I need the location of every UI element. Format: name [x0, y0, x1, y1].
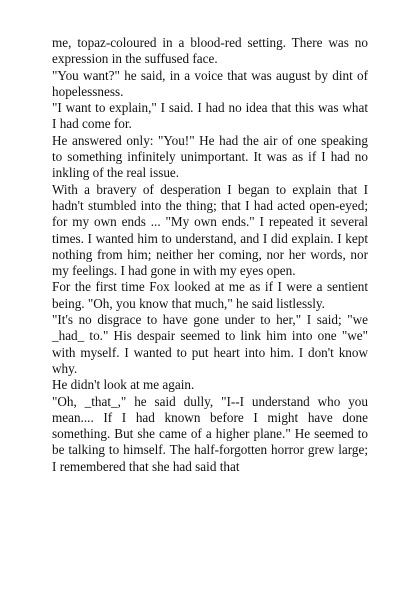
page-text — [52, 35, 368, 475]
paragraph: "I want to explain," I said. I had no idea that this was what I had come for. — [52, 100, 368, 132]
paragraph: He answered only: "You!" He had the air of one speaking to something infinitely unimportant. It was as if I had no inkling of the real issue. — [52, 132, 368, 181]
paragraph: He didn't look at me again. — [52, 377, 195, 393]
paragraph: With a bravery of desperation I began to explain that I hadn't stumbled into the thing; that I had acted open-eyed; for my own ends ... "My own ends." I repeated it several times. I wanted him to understand, and I did explain. I kept nothing from him; neither her coming, nor her words, nor my feelings. I had gone in with my eyes open. — [52, 181, 368, 279]
paragraph: "It's no disgrace to have gone under to her," I said; "we _had_ to." His despair seemed to link him into one "we" with myself. I wanted to put heart into him. I don't know why. — [52, 312, 368, 376]
paragraph: For the first time Fox looked at me as if I were a sentient being. "Oh, you know that much," he said listlessly. — [52, 279, 368, 311]
paragraph: "Oh, _that_," he said dully, "I--I understand who you mean.... If I had known before I might have done something. But she came of a higher plane." He seemed to be talking to himself. The half-forgotten horror grew large; I remembered that she had said that — [52, 393, 368, 474]
paragraph: me, topaz-coloured in a blood-red setting. There was no expression in the suffused face. — [52, 35, 368, 67]
paragraph: "You want?" he said, in a voice that was august by dint of hopelessness. — [52, 67, 368, 99]
